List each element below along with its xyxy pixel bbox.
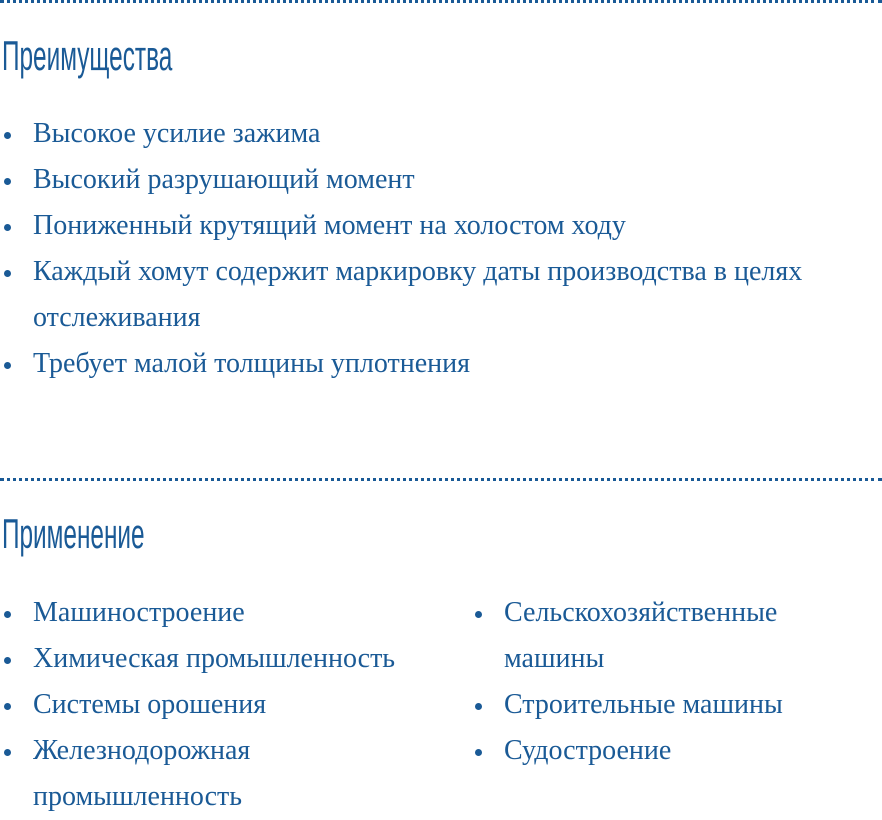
list-item-text: Каждый хомут содержит маркировку даты производства в целях отслеживания (33, 256, 803, 333)
applications-heading: Применение (2, 510, 145, 557)
bullet-icon (475, 749, 482, 756)
bullet-icon (4, 270, 11, 277)
list-item (1, 636, 441, 682)
applications-list-left (1, 590, 441, 820)
bullet-icon (475, 611, 482, 618)
list-item (1, 111, 861, 157)
list-item-text: Строительные машины (504, 689, 783, 720)
list-item-text: Сельскохозяйственные машины (504, 597, 778, 674)
list-item (472, 728, 872, 774)
section-divider-top (0, 0, 882, 3)
list-item (1, 682, 441, 728)
list-item (1, 728, 303, 820)
bullet-icon (4, 749, 11, 756)
list-item-text: Требует малой толщины уплотнения (33, 348, 470, 379)
bullet-icon (475, 703, 482, 710)
list-item (1, 157, 861, 203)
list-item (1, 203, 861, 249)
list-item-text: Системы орошения (33, 689, 267, 720)
list-item (472, 682, 872, 728)
bullet-icon (4, 132, 11, 139)
bullet-icon (4, 657, 11, 664)
list-item (1, 341, 861, 387)
list-item-text: Химическая промышленность (33, 643, 396, 674)
advantages-list (1, 111, 861, 387)
list-item-text: Машиностроение (33, 597, 245, 628)
list-item-text: Высокое усилие зажима (33, 118, 321, 149)
advantages-heading: Преимущества (2, 32, 173, 79)
list-item-text: Судостроение (504, 735, 672, 766)
bullet-icon (4, 611, 11, 618)
applications-list-right (472, 590, 872, 774)
bullet-icon (4, 362, 11, 369)
list-item (1, 249, 861, 341)
list-item-text: Пониженный крутящий момент на холостом ходу (33, 210, 626, 241)
bullet-icon (4, 703, 11, 710)
list-item-text: Высокий разрушающий момент (33, 164, 415, 195)
section-divider-middle (0, 478, 882, 481)
list-item (472, 590, 804, 682)
list-item (1, 590, 441, 636)
bullet-icon (4, 178, 11, 185)
bullet-icon (4, 224, 11, 231)
list-item-text: Железнодорожная промышленность (33, 735, 251, 812)
